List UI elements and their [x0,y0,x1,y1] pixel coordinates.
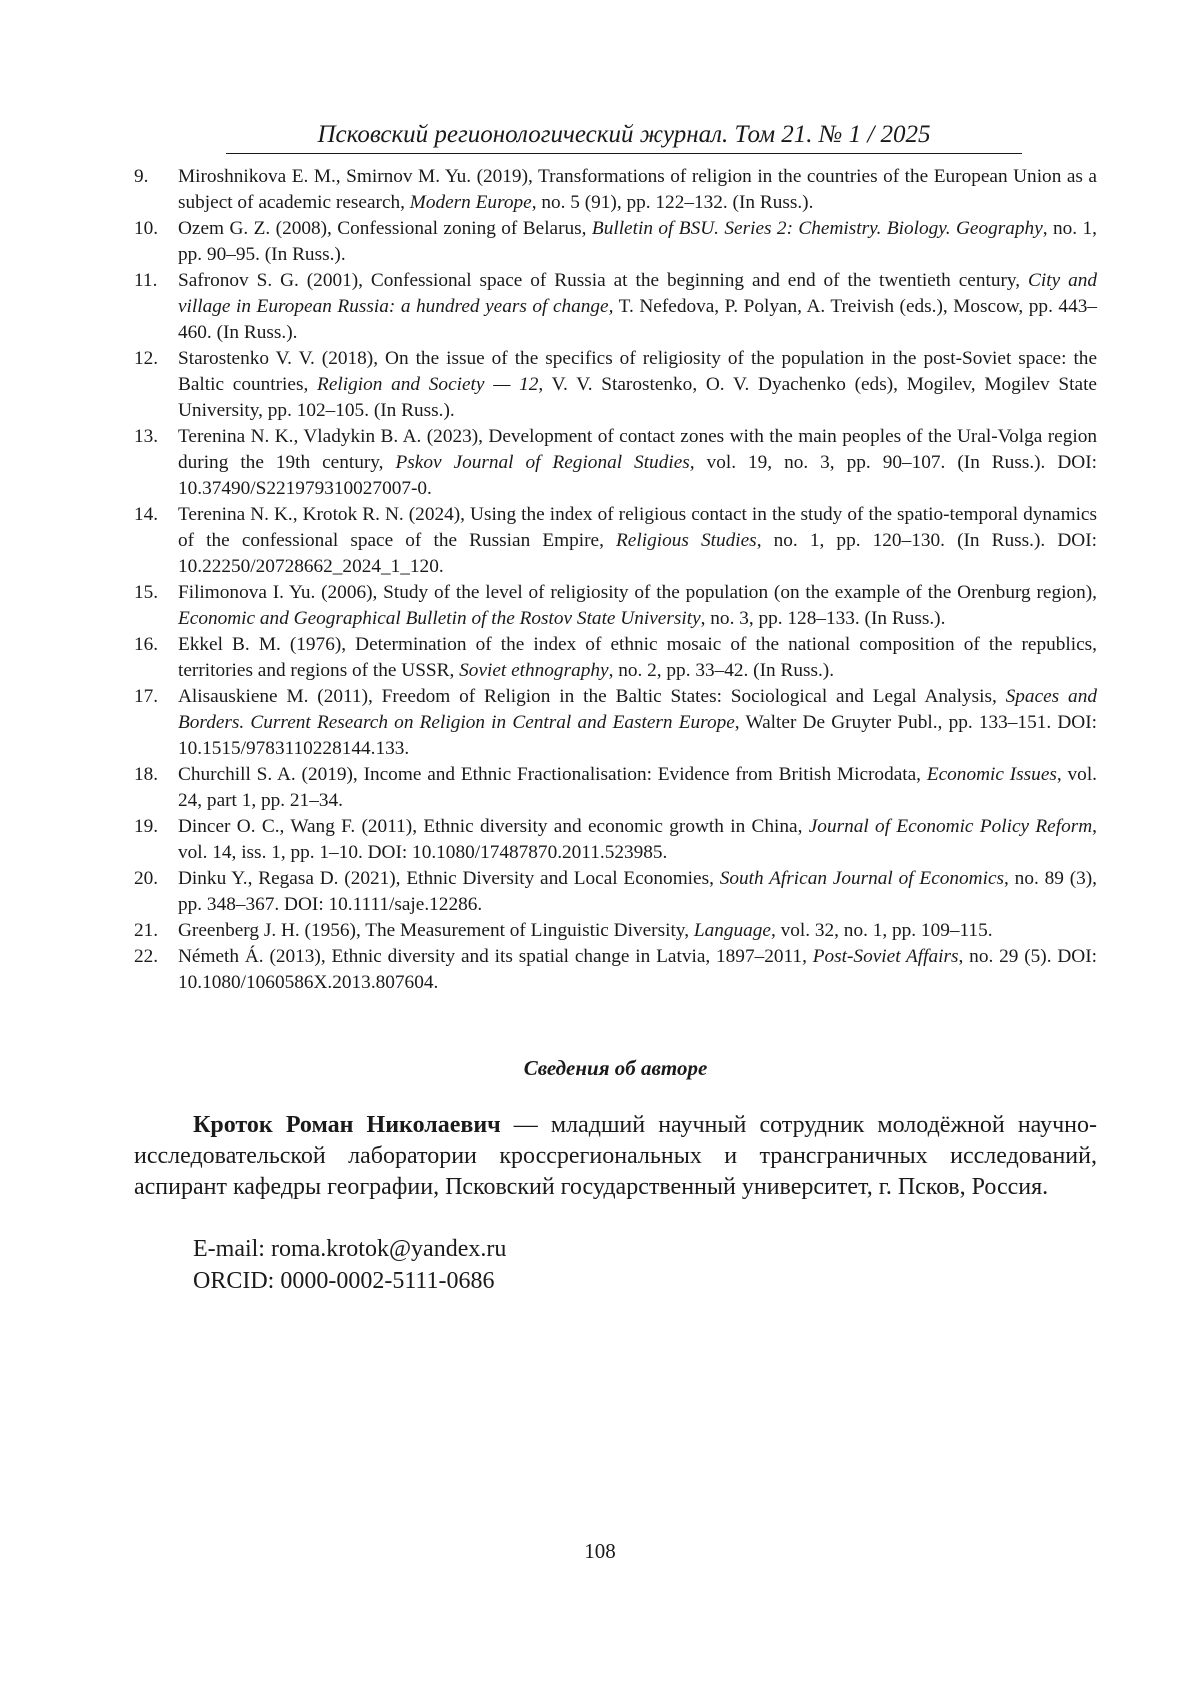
reference-text [178,164,1097,216]
reference-number: 10. [134,218,159,239]
reference-text [178,918,1097,944]
reference-number: 11. [134,270,158,291]
reference-text [178,866,1097,918]
reference-item [134,866,1097,918]
reference-text-part: Alisauskiene M. (2011), Freedom of Religion in the Baltic States: Sociological and Legal Analysis, [178,686,1006,707]
reference-source-title: Economic and Geographical Bulletin of the Rostov State University [178,608,701,629]
reference-number: 21. [134,920,159,941]
reference-text-part: Filimonova I. Yu. (2006), Study of the level of religiosity of the population (on the example of the Orenburg region), [178,582,1097,603]
reference-text-part: , no. 1, pp. 90–95. (In Russ.). [178,218,1097,265]
reference-text-part: , vol. 32, no. 1, pp. 109–115. [770,920,993,941]
reference-text-part: Dinku Y., Regasa D. (2021), Ethnic Diversity and Local Economies, [178,868,720,889]
reference-number: 18. [134,764,159,785]
reference-item [134,580,1097,632]
reference-item [134,164,1097,216]
reference-source-title: Religion and Society — 12 [317,374,539,395]
reference-number: 9. [134,166,149,187]
author-section-heading: Сведения об авторе [523,1056,708,1080]
reference-text-part: , no. 1, pp. 120–130. (In Russ.). DOI: 10.22250/20728662_2024_1_120. [178,530,1097,577]
reference-text-part: , no. 29 (5). DOI: 10.1080/1060586X.2013.807604. [178,946,1097,993]
reference-source-title: Religious Studies [616,530,757,551]
author-description: — младший научный сотрудник молодёжной научно-исследовательской лаборатории кроссрегиональных и трансграничных исследований, аспирант кафедры географии, Псковский государственный университет, г. Псков, Россия. [134,1112,1097,1200]
reference-source-title: Bulletin of BSU. Series 2: Chemistry. Biology. Geography [591,218,1043,239]
reference-text-part: T. Nefedova, P. Polyan, A. Treivish (eds.), Moscow, pp. 443–460. (In Russ.). [178,296,1097,343]
reference-number: 13. [134,426,159,447]
reference-item [134,346,1097,424]
reference-item [134,814,1097,866]
reference-item [134,502,1097,580]
reference-item [134,762,1097,814]
reference-text-part: Churchill S. A. (2019), Income and Ethnic Fractionalisation: Evidence from British Microdata, [178,764,927,785]
author-email[interactable]: E-mail: roma.krotok@yandex.ru [193,1236,507,1262]
reference-number: 16. [134,634,159,655]
reference-text-part: Safronov S. G. (2001), Confessional space of Russia at the beginning and end of the twentieth century, [178,270,1029,291]
reference-item [134,424,1097,502]
reference-source-title: Economic Issues [926,764,1057,785]
reference-text-part: Németh Á. (2013), Ethnic diversity and its spatial change in Latvia, 1897–2011, [178,946,813,967]
reference-source-title: Modern Europe [409,192,532,213]
reference-text-part: Greenberg J. H. (1956), The Measurement of Linguistic Diversity, [178,920,694,941]
reference-item [134,918,1097,944]
reference-text-part: Starostenko V. V. (2018), On the issue of the specifics of religiosity of the population in the post-Soviet space: the Baltic countries, [178,348,1097,395]
reference-text [178,814,1097,866]
reference-text-part: Miroshnikova E. M., Smirnov M. Yu. (2019), Transformations of religion in the countries of the European Union as a subject of academic research, [178,166,1097,213]
reference-text [178,762,1097,814]
reference-text [178,502,1097,580]
reference-number: 14. [134,504,159,525]
reference-number: 22. [134,946,159,967]
reference-text-part: Terenina N. K., Krotok R. N. (2024), Using the index of religious contact in the study of the spatio-temporal dynamics of the confessional space of the Russian Empire, [178,504,1097,551]
reference-item [134,684,1097,762]
reference-text [178,424,1097,502]
reference-text-part: , vol. 24, part 1, pp. 21–34. [178,764,1097,811]
reference-text [178,268,1097,346]
reference-text-part: , Walter De Gruyter Publ., pp. 133–151. DOI: 10.1515/9783110228144.133. [178,712,1097,759]
reference-list [134,164,1097,996]
reference-text-part: , V. V. Starostenko, O. V. Dyachenko (eds), Mogilev, Mogilev State University, pp. 102–105. (In Russ.). [178,374,1097,421]
reference-number: 15. [134,582,159,603]
reference-text-part: vol. 19, no. 3, pp. 90–107. (In Russ.). DOI: 10.37490/S221979310027007-0. [178,452,1097,499]
author-bio [134,1110,1097,1203]
author-orcid: ORCID: 0000-0002-5111-0686 [193,1268,495,1294]
reference-number: 17. [134,686,159,707]
reference-text [178,632,1097,684]
reference-item [134,268,1097,346]
reference-item [134,632,1097,684]
reference-text-part: Dincer O. C., Wang F. (2011), Ethnic diversity and economic growth in China, [178,816,809,837]
reference-source-title: South African Journal of Economics [719,868,1005,889]
reference-text [178,346,1097,424]
reference-text-part: , no. 5 (91), pp. 122–132. (In Russ.). [531,192,814,213]
reference-text-part: Terenina N. K., Vladykin B. A. (2023), Development of contact zones with the main peoples of the Ural-Volga region during the 19th century, [178,426,1097,473]
reference-source-title: Post-Soviet Affairs [812,946,959,967]
reference-number: 20. [134,868,159,889]
reference-source-title: Soviet ethnography [459,660,609,681]
reference-text-part: , no. 2, pp. 33–42. (In Russ.). [608,660,835,681]
reference-item [134,216,1097,268]
reference-source-title: Pskov Journal of Regional Studies, [395,452,695,473]
reference-item [134,944,1097,996]
reference-text [178,684,1097,762]
reference-text-part: Ekkel B. M. (1976), Determination of the index of ethnic mosaic of the national composition of the republics, territories and regions of the USSR, [178,634,1097,681]
reference-text [178,580,1097,632]
reference-text-part: , no. 89 (3), pp. 348–367. DOI: 10.1111/saje.12286. [178,868,1098,915]
reference-number: 12. [134,348,159,369]
reference-text [178,944,1097,996]
reference-text-part: , vol. 14, iss. 1, pp. 1–10. DOI: 10.1080/17487870.2011.523985. [178,816,1097,863]
reference-text-part: Ozem G. Z. (2008), Confessional zoning of Belarus, [178,218,592,239]
author-name: Кроток Роман Николаевич [193,1112,501,1138]
reference-source-title: Language [693,920,771,941]
reference-number: 19. [134,816,159,837]
reference-text-part: , no. 3, pp. 128–133. (In Russ.). [700,608,946,629]
journal-header: Псковский регионологический журнал. Том 21. № 1 / 2025 [226,120,1022,154]
reference-source-title: Journal of Economic Policy Reform [808,816,1093,837]
page-number: 108 [584,1539,616,1563]
reference-text [178,216,1097,268]
reference-source-title: Spaces and Borders. Current Research on Religion in Central and Eastern Europe [178,686,1097,733]
reference-source-title: City and village in European Russia: a hundred years of change, [178,270,1098,317]
